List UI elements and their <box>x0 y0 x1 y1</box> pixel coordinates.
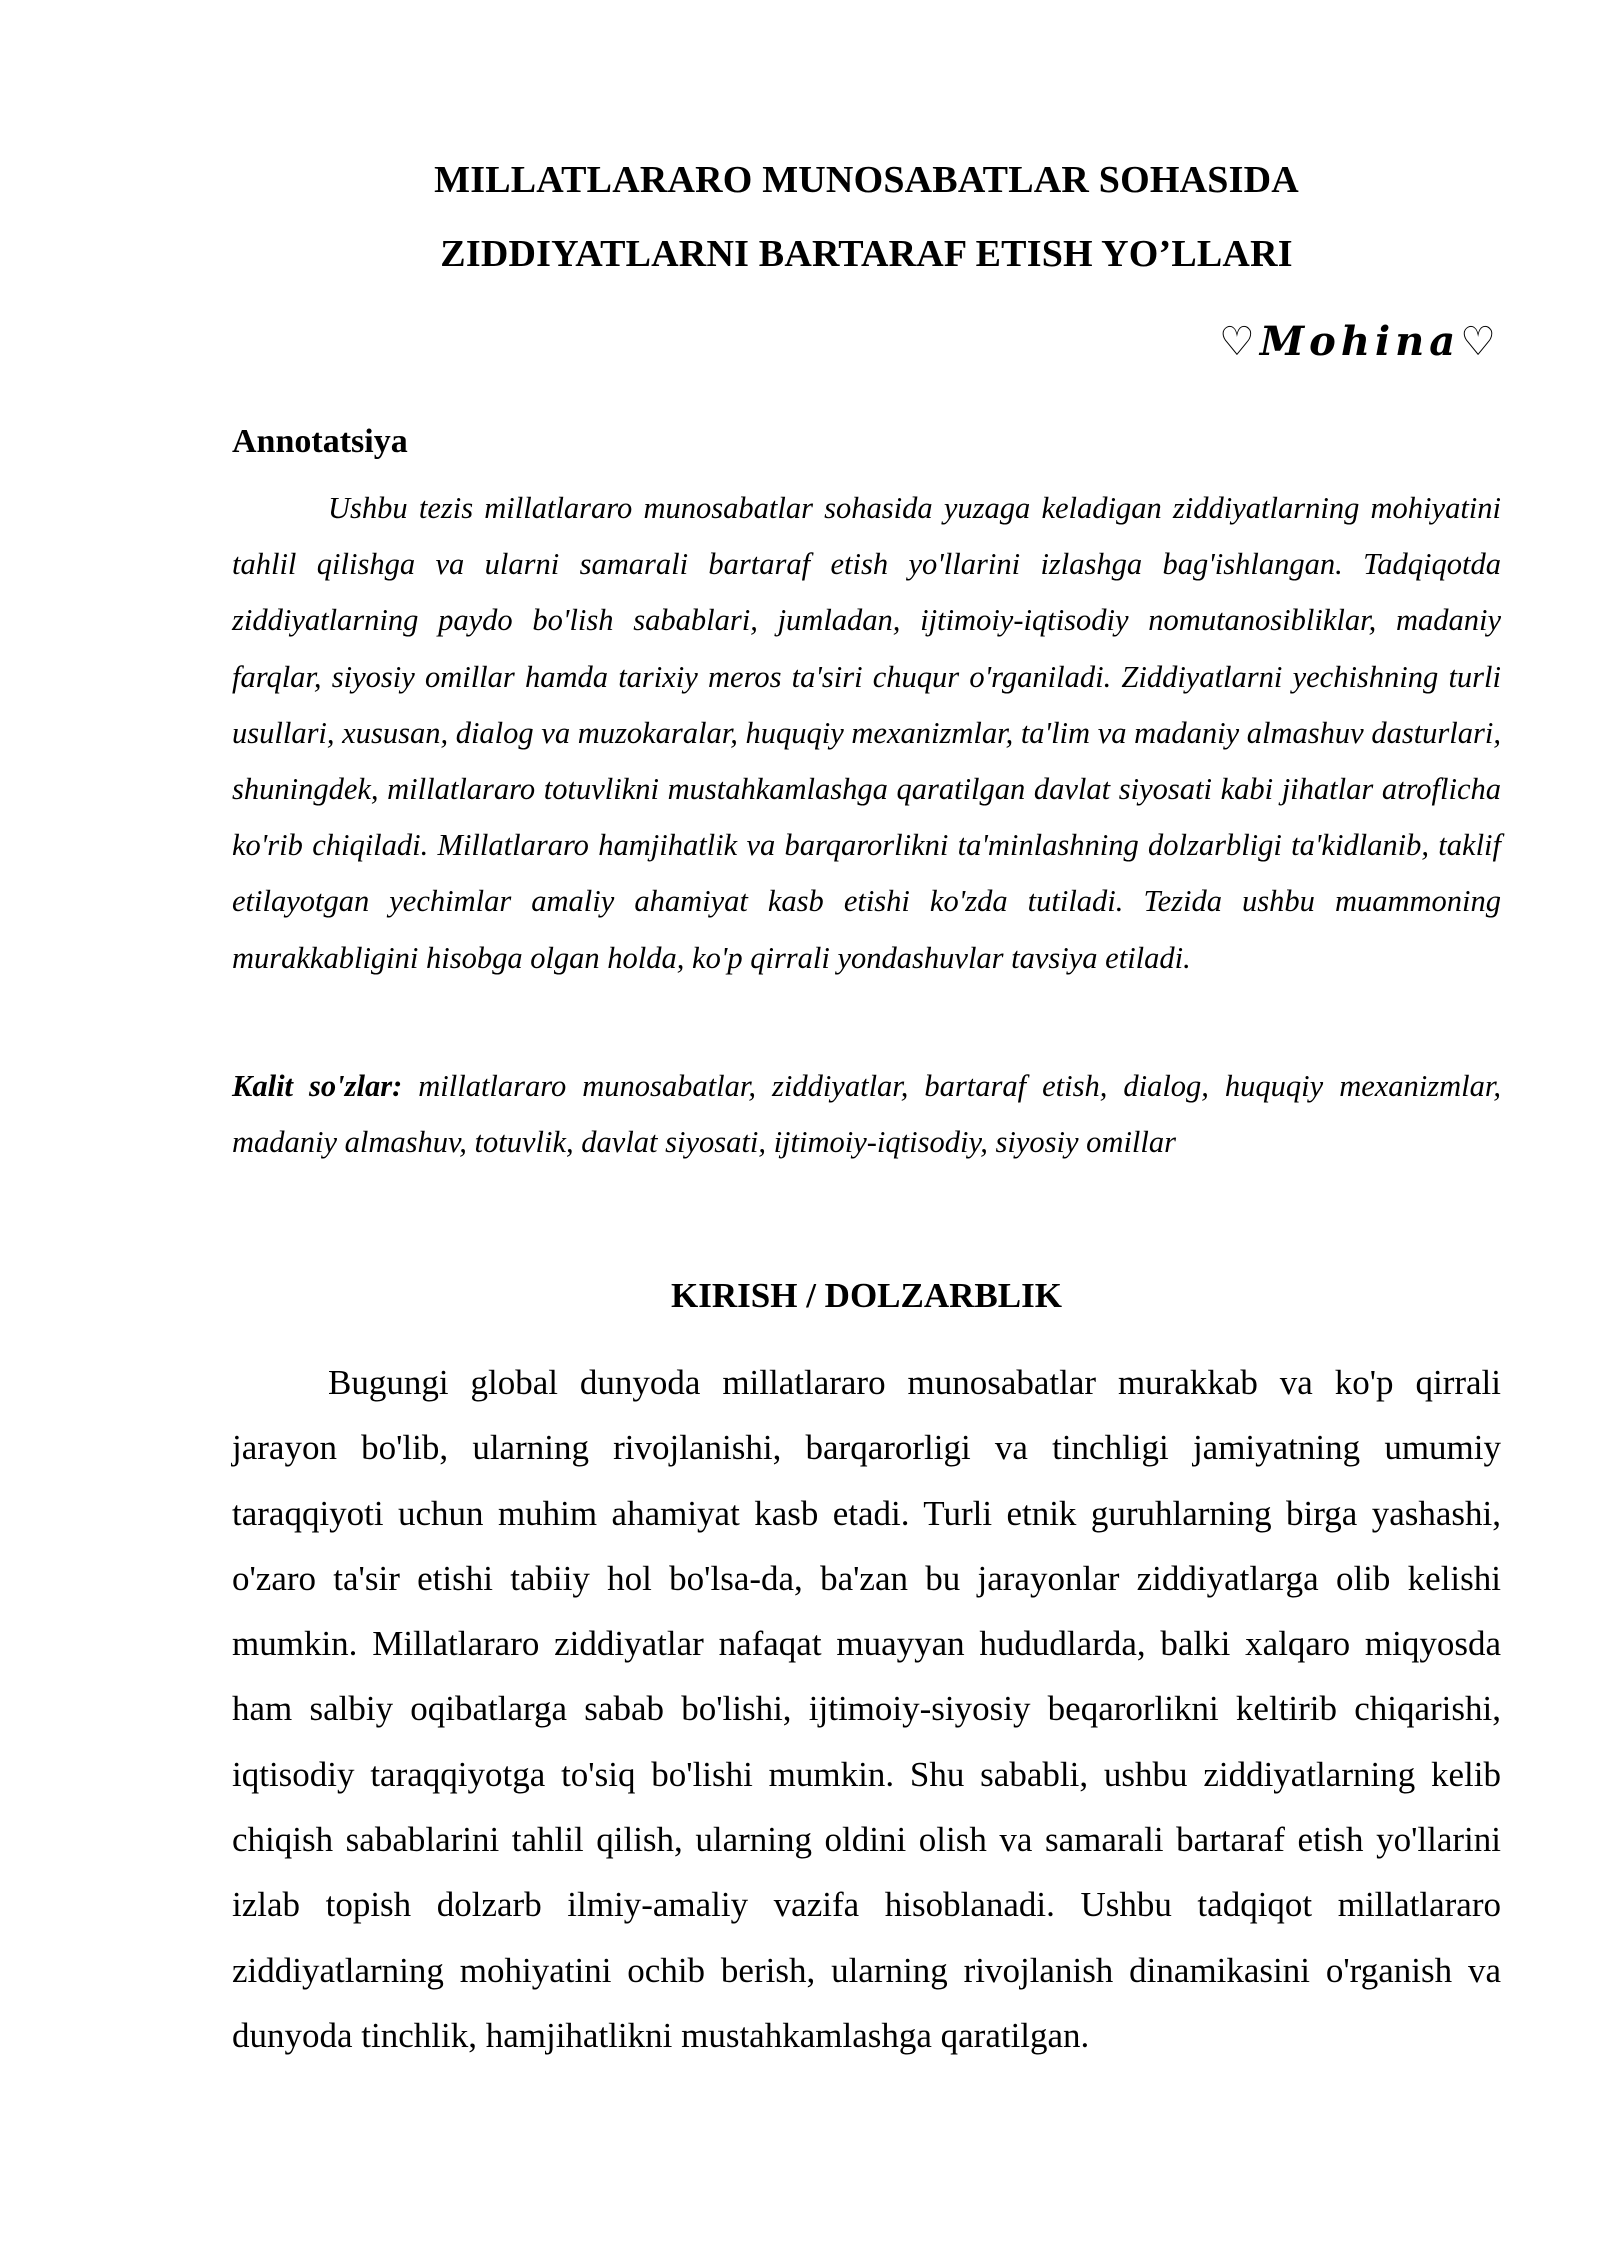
keywords-label: Kalit so'zlar: <box>232 1069 403 1103</box>
annotation-text: Ushbu tezis millatlararo munosabatlar sohasida yuzaga keladigan ziddiyatlarning mohiyatini tahlil qilishga va ularni samarali bartaraf etish yo'llarini izlashga bag'ishlangan. Tadqiqotda ziddiyatlarning paydo bo'lish sabablari, jumladan, ijtimoiy-iqtisodiy nomutanosibliklar, madaniy farqlar, siyosiy omillar hamda tarixiy meros ta'siri chuqur o'rganiladi. Ziddiyatlarni yechishning turli usullari, xususan, dialog va muzokaralar, huquqiy mexanizmlar, ta'lim va madaniy almashuv dasturlari, shuningdek, millatlararo totuvlikni mustahkamlashga qaratilgan davlat siyosati kabi jihatlar atroflicha ko'rib chiqiladi. Millatlararo hamjihatlik va barqarorlikni ta'minlashning dolzarbligi ta'kidlanib, taklif etilayotgan yechimlar amaliy ahamiyat kasb etishi ko'zda tutiladi. Tezida ushbu muammoning murakkabligini hisobga olgan holda, ko'p qirrali yondashuvlar tavsiya etiladi. <box>232 491 1501 975</box>
keywords-paragraph <box>232 1058 1501 1170</box>
author-name: ♡Mohina♡ <box>1219 318 1501 365</box>
keywords-text: millatlararo munosabatlar, ziddiyatlar, bartaraf etish, dialog, huquqiy mexanizmlar, madaniy almashuv, totuvlik, davlat siyosati, ijtimoiy-iqtisodiy, siyosiy omillar <box>232 1069 1502 1160</box>
paper-title-line-2: ZIDDIYATLARNI BARTARAF ETISH YO’LLARI <box>440 233 1293 275</box>
introduction-heading: KIRISH / DOLZARBLIK <box>671 1276 1062 1315</box>
annotation-heading: Annotatsiya <box>232 423 408 460</box>
paper-title <box>232 143 1501 291</box>
paper-title-line-1: MILLATLARARO MUNOSABATLAR SOHASIDA <box>434 159 1299 201</box>
introduction-text: Bugungi global dunyoda millatlararo munosabatlar murakkab va ko'p qirrali jarayon bo'lib, ularning rivojlanishi, barqarorligi va tinchligi jamiyatning umumiy taraqqiyoti uchun muhim ahamiyat kasb etadi. Turli etnik guruhlarning birga yashashi, o'zaro ta'sir etishi tabiiy hol bo'lsa-da, ba'zan bu jarayonlar ziddiyatlarga olib kelishi mumkin. Millatlararo ziddiyatlar nafaqat muayyan hududlarda, balki xalqaro miqyosda ham salbiy oqibatlarga sabab bo'lishi, ijtimoiy-siyosiy beqarorlikni keltirib chiqarishi, iqtisodiy taraqqiyotga to'siq bo'lishi mumkin. Shu sababli, ushbu ziddiyatlarning kelib chiqish sabablarini tahlil qilish, ularning oldini olish va samarali bartaraf etish yo'llarini izlab topish dolzarb ilmiy-amaliy vazifa hisoblanadi. Ushbu tadqiqot millatlararo ziddiyatlarning mohiyatini ochib berish, ularning rivojlanish dinamikasini o'rganish va dunyoda tinchlik, hamjihatlikni mustahkamlashga qaratilgan. <box>232 1363 1501 2055</box>
